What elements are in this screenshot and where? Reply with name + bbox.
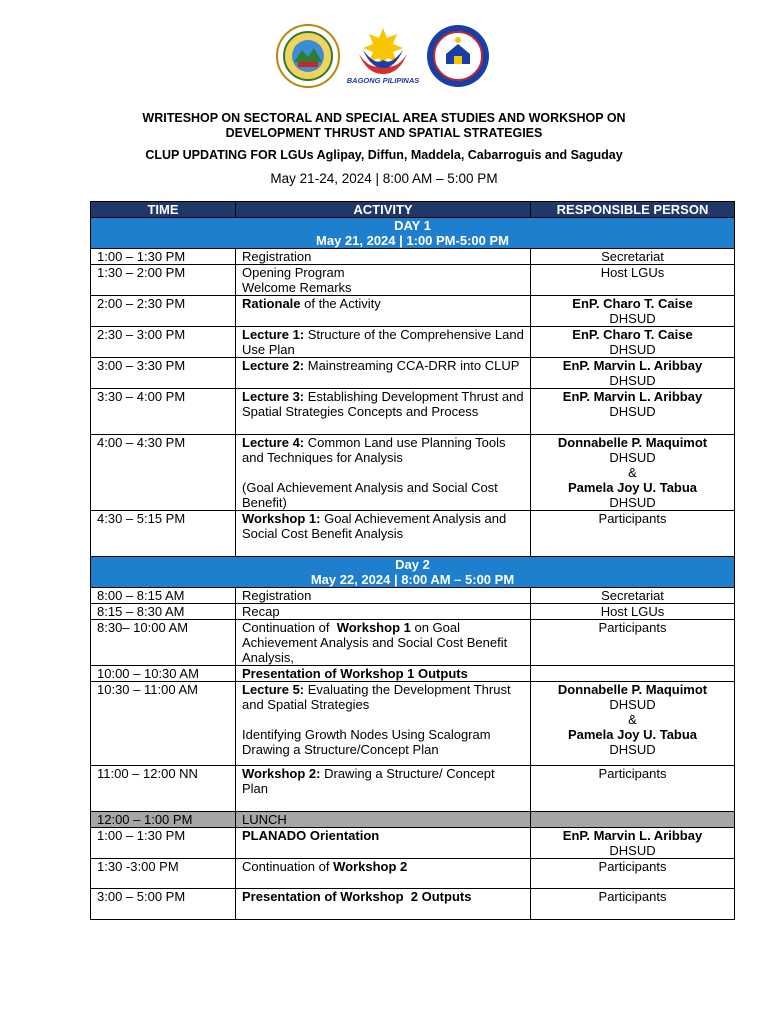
activity-note: (Goal Achievement Analysis and Social Cost Benefit) <box>242 480 498 510</box>
row-person <box>531 296 735 327</box>
row-activity <box>236 358 531 389</box>
table-row <box>91 265 735 296</box>
row-activity: LUNCH <box>236 812 531 828</box>
row-person <box>531 358 735 389</box>
row-time: 1:30 – 2:00 PM <box>91 265 236 296</box>
row-time: 3:00 – 5:00 PM <box>91 889 236 920</box>
row-activity <box>236 265 531 296</box>
person-name: EnP. Marvin L. Aribbay <box>562 358 703 373</box>
row-activity <box>236 327 531 358</box>
activity-text: Goal Achievement Analysis and Social Cost Benefit Analysis <box>242 511 507 541</box>
person-org: DHSUD <box>609 843 656 858</box>
activity-text: Continuation of <box>242 859 334 874</box>
bagong-pilipinas-caption: BAGONG PILIPINAS <box>346 76 420 85</box>
row-person <box>531 828 735 859</box>
person-org: DHSUD <box>609 342 656 357</box>
table-row <box>91 604 735 620</box>
row-time: 4:00 – 4:30 PM <box>91 435 236 511</box>
table-row <box>91 327 735 358</box>
person-org: DHSUD <box>609 373 656 388</box>
row-activity <box>236 666 531 682</box>
bagong-pilipinas-logo-icon <box>349 24 417 84</box>
title-line-2: DEVELOPMENT THRUST AND SPATIAL STRATEGIES <box>225 126 543 140</box>
person-name: EnP. Marvin L. Aribbay <box>562 389 703 404</box>
row-person <box>531 389 735 435</box>
table-row <box>91 358 735 389</box>
day-1-banner <box>91 218 735 249</box>
row-person: Participants <box>531 620 735 666</box>
activity-bold: Lecture 3: <box>242 389 305 404</box>
row-person: Participants <box>531 511 735 557</box>
row-person: Participants <box>531 766 735 812</box>
activity-bold: Lecture 4: <box>242 435 305 450</box>
person-org: DHSUD <box>609 404 656 419</box>
row-time: 10:30 – 11:00 AM <box>91 682 236 766</box>
activity-bold: Lecture 1: <box>242 327 305 342</box>
row-person: Participants <box>531 859 735 889</box>
row-person <box>531 682 735 766</box>
row-person: Secretariat <box>531 249 735 265</box>
row-time: 10:00 – 10:30 AM <box>91 666 236 682</box>
table-row <box>91 389 735 435</box>
day-2-date: May 22, 2024 | 8:00 AM – 5:00 PM <box>310 572 515 587</box>
person-org: DHSUD <box>609 450 656 465</box>
row-activity <box>236 828 531 859</box>
person-name: EnP. Charo T. Caise <box>572 327 693 342</box>
row-time: 8:15 – 8:30 AM <box>91 604 236 620</box>
table-row <box>91 682 735 766</box>
table-row <box>91 889 735 920</box>
row-person <box>531 812 735 828</box>
row-time: 1:00 – 1:30 PM <box>91 828 236 859</box>
ampersand: & <box>628 465 637 480</box>
table-row <box>91 766 735 812</box>
row-time: 2:30 – 3:00 PM <box>91 327 236 358</box>
table-row <box>91 620 735 666</box>
activity-note: Identifying Growth Nodes Using Scalogram Drawing a Structure/Concept Plan <box>242 727 491 757</box>
column-header-responsible: RESPONSIBLE PERSON <box>531 202 735 218</box>
table-row <box>91 296 735 327</box>
person-name: Pamela Joy U. Tabua <box>567 480 698 495</box>
row-time: 3:30 – 4:00 PM <box>91 389 236 435</box>
row-activity <box>236 889 531 920</box>
table-row <box>91 828 735 859</box>
day-2-banner <box>91 557 735 588</box>
title-line-1: WRITESHOP ON SECTORAL AND SPECIAL AREA STUDIES AND WORKSHOP ON <box>142 111 626 125</box>
activity-bold: Workshop 1 <box>336 620 411 635</box>
activity-text: Structure of the Comprehensive Land Use Plan <box>242 327 524 357</box>
table-row <box>91 859 735 889</box>
row-activity: Registration <box>236 588 531 604</box>
row-activity: Recap <box>236 604 531 620</box>
row-person: Host LGUs <box>531 604 735 620</box>
row-person: Participants <box>531 889 735 920</box>
schedule-table <box>90 201 735 920</box>
row-activity <box>236 296 531 327</box>
document-title <box>0 111 768 141</box>
row-activity <box>236 859 531 889</box>
person-org: DHSUD <box>609 742 656 757</box>
activity-bold: Workshop 1: <box>242 511 321 526</box>
activity-text: on Goal Achievement Analysis and Social Cost Benefit Analysis, <box>242 620 508 665</box>
activity-bold: Presentation of Workshop 2 Outputs <box>242 889 472 904</box>
row-time: 1:00 – 1:30 PM <box>91 249 236 265</box>
activity-line: Welcome Remarks <box>242 280 352 295</box>
person-name: Pamela Joy U. Tabua <box>567 727 698 742</box>
day-1-label: DAY 1 <box>394 218 431 233</box>
row-time: 2:00 – 2:30 PM <box>91 296 236 327</box>
row-person: Host LGUs <box>531 265 735 296</box>
activity-text: Continuation of <box>242 620 337 635</box>
quirino-seal-icon <box>276 24 340 88</box>
row-person: Secretariat <box>531 588 735 604</box>
table-row <box>91 588 735 604</box>
row-activity <box>236 766 531 812</box>
ampersand: & <box>628 712 637 727</box>
row-activity <box>236 511 531 557</box>
activity-bold: Lecture 5: <box>242 682 305 697</box>
dhsud-seal-icon <box>426 24 490 88</box>
table-row <box>91 666 735 682</box>
table-header-row <box>91 202 735 218</box>
column-header-time: TIME <box>91 202 236 218</box>
table-row <box>91 511 735 557</box>
row-activity <box>236 389 531 435</box>
person-org: DHSUD <box>609 495 656 510</box>
activity-bold: PLANADO Orientation <box>242 828 380 843</box>
row-person <box>531 666 735 682</box>
event-dates: May 21-24, 2024 | 8:00 AM – 5:00 PM <box>270 171 498 186</box>
row-time: 11:00 – 12:00 NN <box>91 766 236 812</box>
logo-bar <box>0 24 768 92</box>
activity-text: Common Land use Planning Tools and Techniques for Analysis <box>242 435 506 465</box>
person-org: DHSUD <box>609 311 656 326</box>
table-row <box>91 435 735 511</box>
activity-line: Opening Program <box>242 265 345 280</box>
day-2-label: Day 2 <box>395 557 430 572</box>
person-name: EnP. Charo T. Caise <box>572 296 693 311</box>
activity-bold: Workshop 2 <box>333 859 408 874</box>
row-activity <box>236 682 531 766</box>
row-time: 8:00 – 8:15 AM <box>91 588 236 604</box>
person-name: Donnabelle P. Maquimot <box>557 435 708 450</box>
row-person <box>531 435 735 511</box>
activity-text: Evaluating the Development Thrust and Spatial Strategies <box>242 682 511 712</box>
row-person <box>531 327 735 358</box>
activity-bold: Presentation of Workshop 1 Outputs <box>242 666 468 681</box>
activity-text: Mainstreaming CCA-DRR into CLUP <box>304 358 520 373</box>
person-org: DHSUD <box>609 697 656 712</box>
day-1-date: May 21, 2024 | 1:00 PM-5:00 PM <box>316 233 509 248</box>
activity-bold: Lecture 2: <box>242 358 305 373</box>
activity-text: Establishing Development Thrust and Spatial Strategies Concepts and Process <box>242 389 524 419</box>
activity-text: of the Activity <box>300 296 381 311</box>
row-time: 3:00 – 3:30 PM <box>91 358 236 389</box>
row-time: 8:30– 10:00 AM <box>91 620 236 666</box>
document-subtitle: CLUP UPDATING FOR LGUs Aglipay, Diffun, Maddela, Cabarroguis and Saguday <box>145 148 623 162</box>
row-time: 12:00 – 1:00 PM <box>91 812 236 828</box>
row-time: 1:30 -3:00 PM <box>91 859 236 889</box>
activity-text: Drawing a Structure/ Concept Plan <box>242 766 495 796</box>
column-header-activity: ACTIVITY <box>236 202 531 218</box>
row-time: 4:30 – 5:15 PM <box>91 511 236 557</box>
person-name: EnP. Marvin L. Aribbay <box>562 828 703 843</box>
person-name: Donnabelle P. Maquimot <box>557 682 708 697</box>
row-activity <box>236 435 531 511</box>
activity-bold: Workshop 2: <box>242 766 321 781</box>
activity-bold: Rationale <box>242 296 301 311</box>
table-row <box>91 249 735 265</box>
lunch-row <box>91 812 735 828</box>
row-activity <box>236 620 531 666</box>
row-activity: Registration <box>236 249 531 265</box>
